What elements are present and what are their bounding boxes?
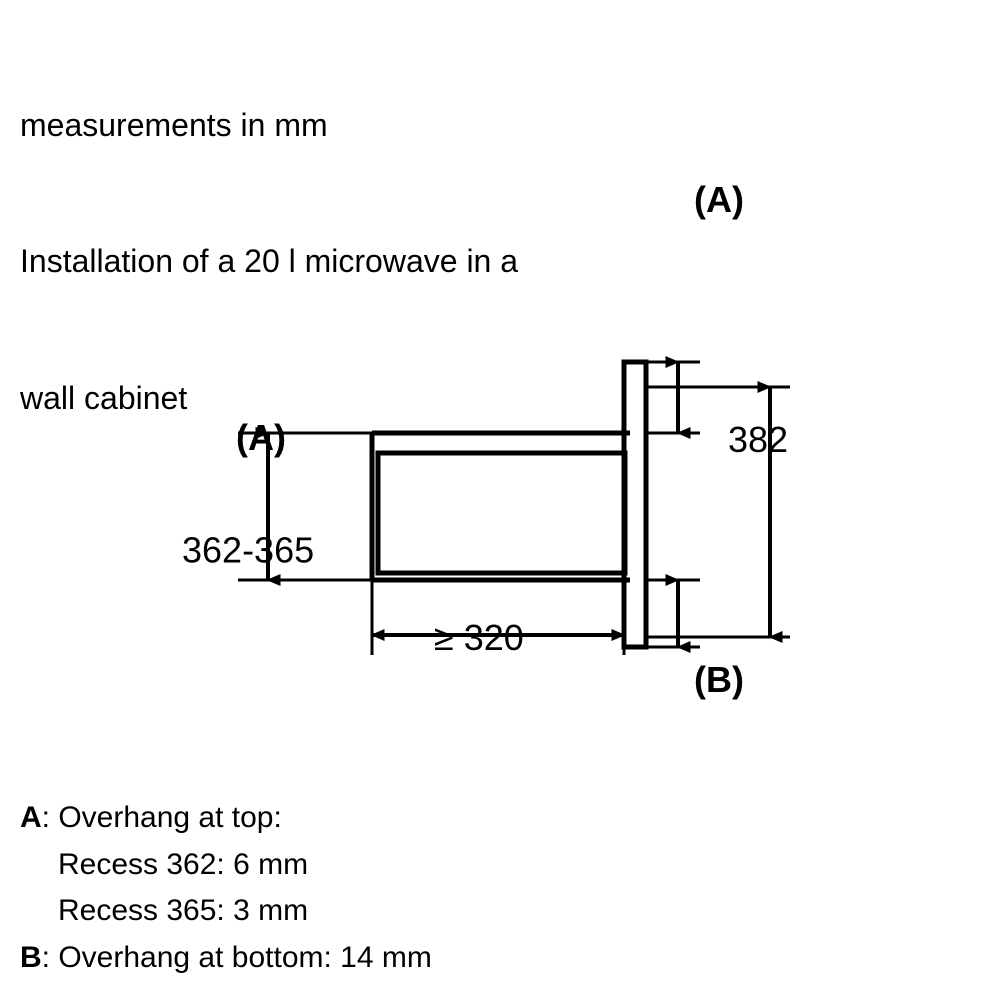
dimension-bottom-overhang-label: (B): [694, 659, 744, 700]
dimension-top-overhang: [646, 362, 700, 433]
legend-sep-b: :: [41, 940, 59, 974]
dimension-niche-height-value: 362-365: [182, 529, 315, 571]
legend-text-recess-362: Recess 362: 6 mm: [58, 847, 309, 881]
legend-row-b: [20, 935, 920, 982]
title-line-3: wall cabinet: [20, 379, 188, 416]
title-line-2: Installation of a 20 l microwave in a: [20, 243, 519, 280]
legend-key-a: A: [20, 801, 42, 834]
title-line-1: measurements in mm: [20, 106, 328, 143]
niche-rectangle: [378, 453, 625, 573]
dimension-appliance-height-value: 382: [728, 419, 789, 460]
legend-row-a: [20, 795, 920, 842]
dimension-top-overhang-label: (A): [694, 179, 744, 220]
dimension-niche-height-tag: (A): [236, 417, 286, 458]
legend-text-a: Overhang at top:: [58, 801, 282, 834]
legend-text-b: Overhang at bottom: 14 mm: [58, 940, 432, 974]
dimension-depth-value: ≥ 320: [434, 617, 524, 658]
legend-row-recess-362: [20, 842, 920, 889]
legend: [20, 795, 920, 981]
legend-row-recess-365: [20, 888, 920, 935]
legend-key-b: B: [20, 940, 42, 974]
legend-sep-a: :: [41, 801, 59, 834]
technical-drawing: [0, 150, 1000, 750]
legend-text-recess-365: Recess 365: 3 mm: [58, 894, 309, 927]
